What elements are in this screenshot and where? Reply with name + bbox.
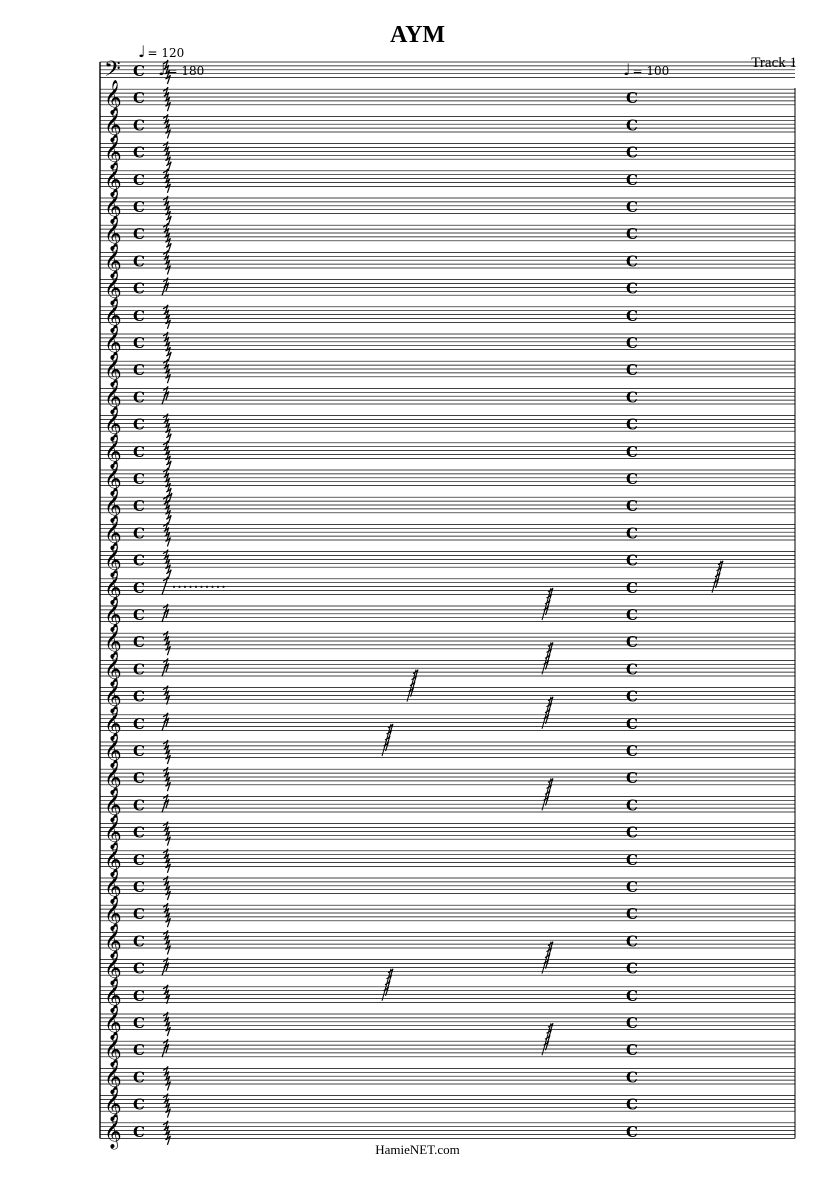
- time-signature: C: [133, 415, 145, 434]
- time-signature: C: [133, 878, 145, 896]
- treble-clef-icon: 𝄞: [104, 352, 122, 388]
- time-signature: C: [133, 905, 145, 924]
- note-cluster-stem: [542, 1023, 551, 1055]
- treble-clef-icon: 𝄞: [104, 406, 122, 442]
- treble-clef-icon: 𝄞: [104, 923, 122, 959]
- note-cluster-stem: [542, 778, 551, 810]
- treble-clef-icon: 𝄞: [104, 297, 122, 333]
- treble-clef-icon: 𝄞: [104, 597, 122, 632]
- note-cluster-stem: [542, 642, 551, 674]
- time-signature: C: [133, 986, 145, 1005]
- treble-clef-icon: 𝄞: [104, 896, 122, 932]
- time-signature: C: [626, 687, 638, 706]
- note-cluster-stem: [407, 670, 416, 702]
- treble-clef-icon: 𝄞: [104, 841, 122, 877]
- note-cluster-stem: [382, 724, 391, 756]
- time-signature: C: [626, 89, 638, 108]
- time-signature: C: [626, 198, 638, 216]
- time-signature: C: [626, 742, 638, 760]
- dot-mark: [178, 586, 180, 588]
- rest-stem: [162, 1045, 166, 1057]
- tempo-value-start: = 120: [147, 46, 185, 60]
- time-signature: C: [626, 143, 638, 162]
- time-signature: C: [626, 551, 638, 570]
- time-signature: C: [133, 742, 145, 760]
- time-signature: C: [133, 823, 145, 842]
- time-signature: C: [133, 225, 145, 244]
- dot-mark: [211, 586, 213, 588]
- note-cluster-stem: [542, 697, 551, 729]
- time-signature: C: [133, 252, 145, 271]
- quarter-note-icon: ♩: [138, 42, 146, 61]
- rest-stem: [162, 392, 166, 404]
- rest-stem: [162, 719, 166, 731]
- time-signature: C: [626, 932, 638, 951]
- treble-clef-icon: 𝄞: [104, 678, 122, 714]
- time-signature: C: [133, 279, 145, 298]
- time-signature: C: [626, 170, 638, 189]
- rest-stem: [162, 284, 166, 296]
- treble-clef-icon: 𝄞: [104, 461, 122, 496]
- time-signature: C: [626, 769, 638, 788]
- treble-clef-icon: 𝄞: [104, 760, 122, 796]
- treble-clef-icon: 𝄞: [104, 950, 122, 986]
- time-signature: C: [133, 714, 145, 733]
- time-signature: C: [133, 1122, 145, 1141]
- time-signature: C: [133, 1095, 145, 1114]
- time-signature: C: [626, 905, 638, 924]
- quarter-note-icon: ♩: [158, 60, 166, 79]
- time-signature: C: [133, 606, 145, 624]
- quarter-note-icon: ♩: [623, 60, 631, 79]
- rest-stem: [162, 610, 166, 622]
- time-signature: C: [626, 470, 638, 488]
- treble-clef-icon: 𝄞: [104, 243, 122, 279]
- time-signature: C: [133, 170, 145, 189]
- rest-stem: [162, 800, 166, 812]
- treble-clef-icon: 𝄞: [104, 1059, 122, 1095]
- bass-clef-icon: 𝄢: [104, 57, 121, 87]
- time-signature: C: [133, 796, 145, 815]
- treble-clef-icon: 𝄞: [104, 733, 122, 768]
- treble-clef-icon: 𝄞: [104, 488, 122, 524]
- time-signature: C: [626, 1068, 638, 1087]
- time-signature: C: [133, 89, 145, 108]
- time-signature: C: [133, 143, 145, 162]
- treble-clef-icon: 𝄞: [104, 134, 122, 170]
- time-signature: C: [626, 361, 638, 380]
- dot-mark: [200, 586, 202, 588]
- treble-clef-icon: 𝄞: [104, 161, 122, 197]
- dot-mark: [189, 586, 191, 588]
- time-signature: C: [626, 116, 638, 135]
- treble-clef-icon: 𝄞: [104, 325, 122, 360]
- time-signature: C: [133, 660, 145, 679]
- time-signature: C: [133, 442, 145, 461]
- time-signature: C: [133, 361, 145, 380]
- time-signature: C: [626, 850, 638, 869]
- time-signature: C: [626, 334, 638, 352]
- time-signature: C: [626, 606, 638, 624]
- time-signature: C: [133, 633, 145, 652]
- time-signature: C: [133, 769, 145, 788]
- time-signature: C: [133, 1041, 145, 1060]
- time-signature: C: [133, 1014, 145, 1032]
- time-signature: C: [133, 959, 145, 978]
- note-cluster-stem: [382, 969, 391, 1001]
- time-signature: C: [626, 959, 638, 978]
- tempo-value-second: = 180: [167, 64, 205, 78]
- treble-clef-icon: 𝄞: [104, 542, 122, 578]
- time-signature: C: [626, 442, 638, 461]
- treble-clef-icon: 𝄞: [104, 1005, 122, 1040]
- treble-clef-icon: 𝄞: [104, 379, 122, 415]
- treble-clef-icon: 𝄞: [104, 1032, 122, 1068]
- time-signature: C: [133, 497, 145, 516]
- time-signature: C: [626, 796, 638, 815]
- treble-clef-icon: 𝄞: [104, 814, 122, 850]
- time-signature: C: [133, 524, 145, 543]
- treble-clef-icon: 𝄞: [104, 515, 122, 551]
- dot-mark: [217, 586, 219, 588]
- note-cluster-stem: [542, 588, 551, 620]
- treble-clef-icon: 𝄞: [104, 624, 122, 660]
- time-signature: C: [133, 306, 145, 325]
- rest-stem: [162, 964, 166, 976]
- time-signature: C: [133, 62, 145, 80]
- treble-clef-icon: 𝄞: [104, 787, 122, 823]
- time-signature: C: [626, 633, 638, 652]
- dot-mark: [206, 586, 208, 588]
- treble-clef-icon: 𝄞: [104, 189, 122, 224]
- time-signature: C: [626, 1095, 638, 1114]
- treble-clef-icon: 𝄞: [104, 1113, 122, 1149]
- time-signature: C: [626, 306, 638, 325]
- treble-clef-icon: 𝄞: [104, 80, 122, 116]
- time-signature: C: [133, 198, 145, 216]
- dot-mark: [184, 586, 186, 588]
- time-signature: C: [133, 850, 145, 869]
- treble-clef-icon: 𝄞: [104, 270, 122, 306]
- treble-clef-icon: 𝄞: [104, 651, 122, 687]
- time-signature: C: [133, 116, 145, 135]
- time-signature: C: [133, 578, 145, 597]
- time-signature: C: [626, 415, 638, 434]
- treble-clef-icon: 𝄞: [104, 869, 122, 904]
- footer-credit: HamieNET.com: [375, 1142, 460, 1157]
- time-signature: C: [133, 388, 145, 407]
- time-signature: C: [626, 252, 638, 271]
- time-signature: C: [626, 225, 638, 244]
- time-signature: C: [626, 878, 638, 896]
- treble-clef-icon: 𝄞: [104, 433, 122, 469]
- time-signature: C: [133, 687, 145, 706]
- treble-clef-icon: 𝄞: [104, 569, 122, 605]
- score-title: AYM: [389, 22, 446, 48]
- time-signature: C: [133, 932, 145, 951]
- treble-clef-icon: 𝄞: [104, 1086, 122, 1122]
- time-signature: C: [133, 1068, 145, 1087]
- time-signature: C: [626, 1014, 638, 1032]
- treble-clef-icon: 𝄞: [104, 977, 122, 1013]
- time-signature: C: [133, 551, 145, 570]
- time-signature: C: [626, 1122, 638, 1141]
- time-signature: C: [626, 497, 638, 516]
- rest-stem: [162, 664, 166, 676]
- time-signature: C: [626, 986, 638, 1005]
- time-signature: C: [133, 334, 145, 352]
- rest-stem: [162, 583, 166, 595]
- note-cluster-stem: [712, 561, 721, 593]
- time-signature: C: [626, 714, 638, 733]
- time-signature: C: [626, 660, 638, 679]
- time-signature: C: [133, 470, 145, 488]
- treble-clef-icon: 𝄞: [104, 107, 122, 143]
- note-cluster-stem: [542, 942, 551, 974]
- time-signature: C: [626, 823, 638, 842]
- dot-mark: [195, 586, 197, 588]
- tempo-value-third: = 100: [632, 64, 670, 78]
- time-signature: C: [626, 578, 638, 597]
- track-label: Track 1: [751, 55, 797, 71]
- dot-mark: [173, 586, 175, 588]
- time-signature: C: [626, 524, 638, 543]
- time-signature: C: [626, 1041, 638, 1060]
- treble-clef-icon: 𝄞: [104, 705, 122, 741]
- treble-clef-icon: 𝄞: [104, 216, 122, 252]
- time-signature: C: [626, 279, 638, 298]
- dot-mark: [222, 586, 224, 588]
- time-signature: C: [626, 388, 638, 407]
